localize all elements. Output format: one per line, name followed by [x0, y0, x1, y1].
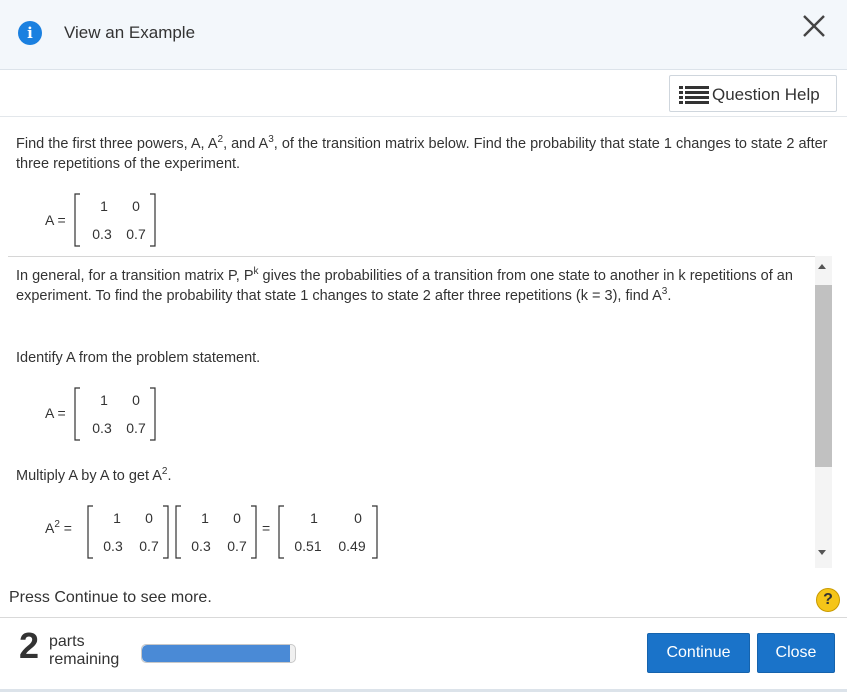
matrix-cell: 0: [354, 510, 362, 526]
matrix-cell: 1: [310, 510, 318, 526]
close-button[interactable]: Close: [757, 633, 835, 673]
matrix-cell: 0.3: [92, 420, 112, 436]
matrix-cell: 0: [145, 510, 153, 526]
matrix-cell: 1: [201, 510, 209, 526]
remaining-label: remaining: [49, 651, 120, 668]
parts-label: parts: [49, 633, 85, 650]
general-text-2: gives the probabilities of a transition from one state to another in k repetitions of an experiment. To find the probability that state 1 changes to state 2 after three repetitions (k = 3), find A: [16, 268, 793, 304]
problem-matrix-label: A =: [45, 212, 66, 228]
parts-count: 2: [19, 625, 40, 666]
solution-matrix-a: [72, 386, 158, 442]
general-text-1: In general, for a transition matrix P, P: [16, 268, 254, 284]
matrix-cell: 0.7: [126, 420, 146, 436]
general-explanation: [16, 266, 806, 306]
matrix-cell: 0.3: [103, 538, 123, 554]
matrix-cell: 0.3: [191, 538, 211, 554]
a2-label-sup: 2: [54, 519, 60, 530]
matrix-cell: 0.7: [126, 226, 146, 242]
equals-sign: =: [262, 520, 271, 536]
footer-divider: [0, 617, 847, 618]
product-matrix-right: [173, 504, 259, 560]
section-divider: [8, 256, 831, 257]
matrix-cell: 0.7: [139, 538, 159, 554]
list-icon: [679, 86, 709, 104]
matrix-cell: 0: [132, 198, 140, 214]
header-bar: [0, 0, 847, 70]
matrix-cell: 0.3: [92, 226, 112, 242]
problem-text-1: Find the first three powers, A, A: [16, 136, 218, 152]
question-help-label: Question Help: [712, 85, 820, 104]
help-icon[interactable]: ?: [816, 588, 840, 612]
problem-statement: [16, 134, 831, 174]
solution-matrix-label: A =: [45, 405, 66, 421]
matrix-cell: 0.49: [338, 538, 366, 554]
multiply-text-2: .: [167, 468, 172, 484]
close-icon[interactable]: [800, 12, 828, 40]
matrix-cell: 0: [233, 510, 241, 526]
matrix-cell: 0.7: [227, 538, 247, 554]
view-example-link[interactable]: View an Example: [64, 23, 196, 42]
question-help-button[interactable]: [669, 75, 837, 112]
identify-step: Identify A from the problem statement.: [16, 350, 261, 366]
problem-sup-2: 3: [268, 134, 274, 145]
scroll-up-icon[interactable]: [818, 264, 826, 269]
matrix-cell: 0: [132, 392, 140, 408]
result-matrix: [276, 504, 380, 560]
multiply-sup: 2: [161, 466, 168, 477]
matrix-cell: 1: [100, 392, 108, 408]
general-sup-2: 3: [661, 286, 668, 297]
press-continue-text: Press Continue to see more.: [9, 589, 212, 606]
continue-button[interactable]: Continue: [647, 633, 750, 673]
progress-fill: [142, 645, 290, 662]
matrix-cell: 1: [100, 198, 108, 214]
matrix-cell: 0.51: [294, 538, 322, 554]
matrix-cell: 1: [113, 510, 121, 526]
divider: [0, 116, 847, 117]
scrollbar-thumb[interactable]: [815, 285, 832, 467]
problem-sup-1: 2: [217, 134, 224, 145]
a2-label-eq: =: [63, 520, 72, 536]
problem-text-3: , of the transition matrix below. Find the probability that state 1 changes to state 2 after three repetitions of the experiment.: [16, 136, 828, 172]
a2-label-base: A: [45, 520, 55, 536]
problem-matrix: [72, 192, 158, 248]
problem-text-2: , and A: [223, 136, 269, 152]
general-sup-1: k: [253, 266, 259, 277]
multiply-step: [16, 466, 806, 486]
progress-bar: [141, 644, 296, 663]
multiply-text-1: Multiply A by A to get A: [16, 468, 162, 484]
info-icon[interactable]: i: [18, 21, 42, 45]
general-text-3: .: [667, 288, 672, 304]
scroll-down-icon[interactable]: [818, 550, 826, 555]
a2-label: [45, 520, 72, 536]
product-matrix-left: [85, 504, 171, 560]
